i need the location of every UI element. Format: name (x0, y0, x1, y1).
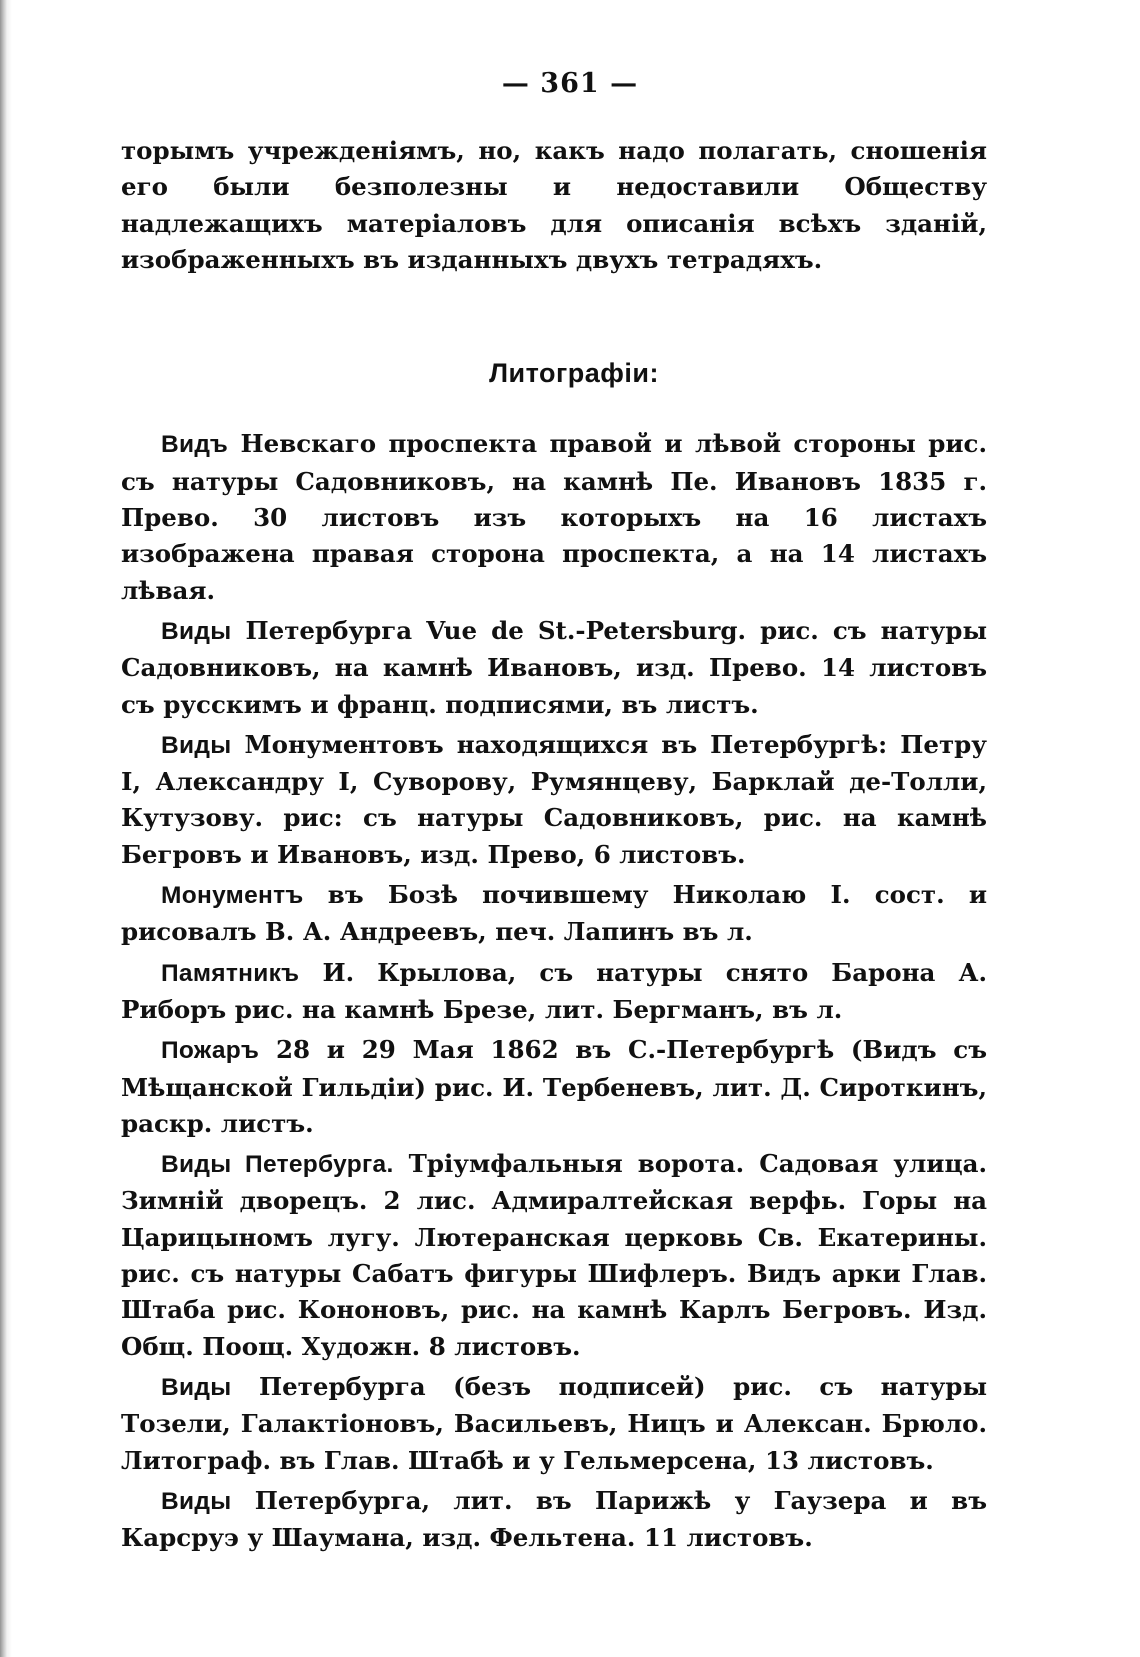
section-heading: Литографіи: (489, 358, 659, 389)
catalog-entry (121, 727, 987, 873)
entry-title: Видъ (161, 431, 229, 459)
entry-text: Тріумфальныя ворота. Садовая улица. Зимній дворецъ. 2 лис. Адмиралтейская верфь. Горы на Царицыномъ лугу. Лютеранская церковь Св. Екатерины. рис. съ натуры Сабатъ фигуры Шифлеръ. Видъ арки Глав. Штаба рис. Кононовъ, рис. на камнѣ Карлъ Бегровъ. Изд. Общ. Поощ. Художн. 8 листовъ. (121, 1149, 987, 1361)
entry-title: Виды (161, 1373, 232, 1401)
entry-title: Памятникъ (161, 959, 300, 987)
entry-text: Монументовъ находящихся въ Петербургѣ: Петру I, Александру I, Суворову, Румянцеву, Барклай де-Толли, Кутузову. рис: съ натуры Садовниковъ, рис. на камнѣ Бегровъ и Ивановъ, изд. Прево, 6 листовъ. (121, 729, 987, 869)
entry-text: Петербурга Vue de St.-Petersburg. рис. съ натуры Садовниковъ, на камнѣ Ивановъ, изд. Прево. 14 листовъ съ русскимъ и франц. подписями, въ листъ. (121, 615, 987, 719)
entry-text: Невскаго проспекта правой и лѣвой стороны рис. съ натуры Садовниковъ, на камнѣ Пе. Ивановъ 1835 г. Прево. 30 листовъ изъ которыхъ на 16 листахъ изображена правая сторона проспекта, а на 14 листахъ лѣвая. (121, 429, 987, 605)
entry-title: Виды (161, 617, 232, 645)
entry-title: Виды Петербурга. (161, 1151, 394, 1179)
catalog-entry (121, 426, 987, 608)
intro-paragraph: торымъ учрежденіямъ, но, какъ надо полагать, сношенія его были безполезны и недоставили Обществу надлежащихъ матеріаловъ для описанія всѣхъ зданій, изображенныхъ въ изданныхъ двухъ тетрадяхъ. (121, 136, 987, 274)
page-body (121, 133, 987, 1560)
entry-title: Виды (161, 731, 232, 759)
entry-title: Пожаръ (161, 1037, 260, 1065)
catalog-entry (121, 1032, 987, 1142)
catalog-entry (121, 1146, 987, 1365)
page-number: — 361 — (501, 68, 639, 99)
catalog-entry (121, 877, 987, 951)
entry-text: И. Крылова, съ натуры снято Барона А. Риборъ рис. на камнѣ Брезе, лит. Бергманъ, въ л. (121, 957, 987, 1024)
entry-text: Петербурга (безъ подписей) рис. съ натуры Тозели, Галактіоновъ, Васильевъ, Ницъ и Алексан. Брюло. Литограф. въ Глав. Штабѣ и у Гельмерсена, 13 листовъ. (121, 1371, 987, 1475)
entry-text: въ Бозѣ почившему Николаю I. сост. и рисовалъ В. А. Андреевъ, печ. Лапинъ въ л. (121, 880, 987, 947)
catalog-entry (121, 1483, 987, 1557)
entry-text: Петербурга, лит. въ Парижѣ у Гаузера и въ Карсруэ у Шаумана, изд. Фельтена. 11 листовъ. (121, 1485, 987, 1553)
entry-title: Виды (161, 1487, 232, 1515)
scan-edge-shadow (0, 0, 14, 1657)
catalog-entry (121, 613, 987, 723)
entry-title: Монументъ (161, 882, 304, 910)
catalog-entry (121, 955, 987, 1029)
entry-text: 28 и 29 Мая 1862 въ С.-Петербургѣ (Видъ съ Мѣщанской Гильдіи) рис. И. Тербеневъ, лит. Д. Сироткинъ, раскр. листъ. (121, 1035, 987, 1138)
catalog-entry (121, 1369, 987, 1479)
